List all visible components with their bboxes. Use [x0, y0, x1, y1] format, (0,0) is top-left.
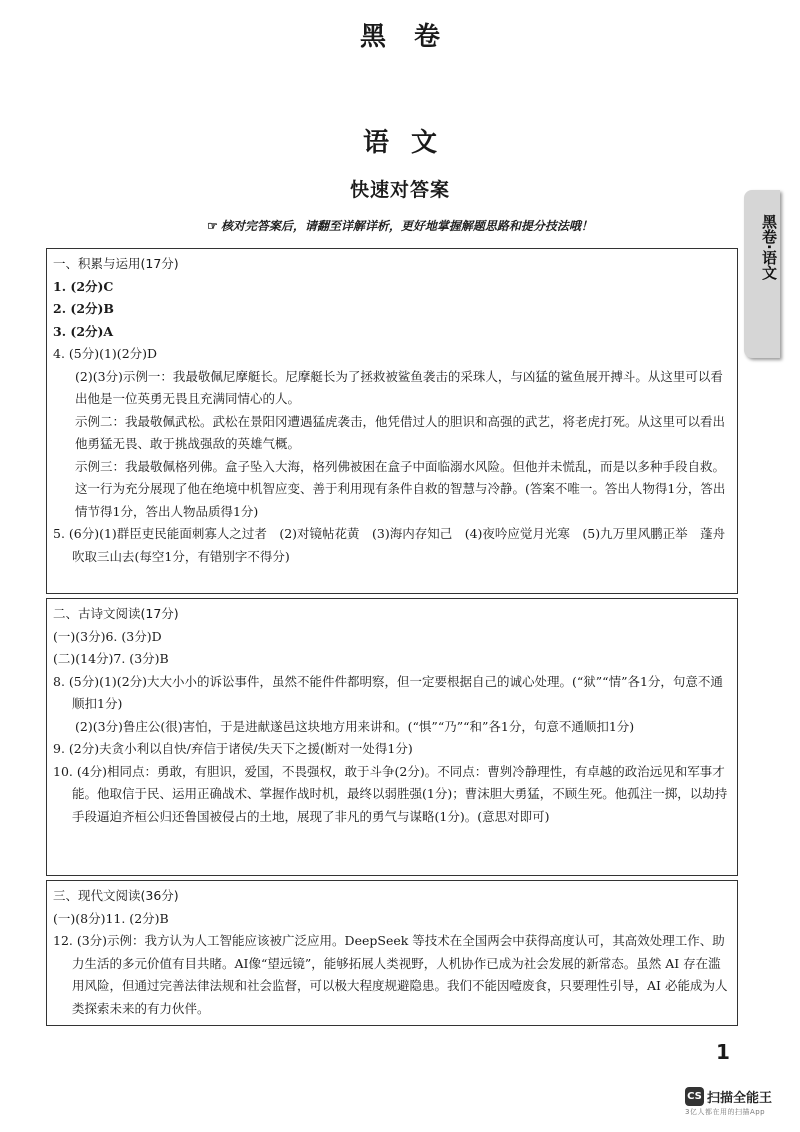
watermark-tagline: 3亿人都在用的扫描App [685, 1108, 766, 1116]
answer-line: 12. (3分)示例：我方认为人工智能应该被广泛应用。DeepSeek 等技术在全国两会中获得高度认可，其高效处理工作、助力生活的多元价值有目共睹。AI像“望远镜”，能够拓展人类视野，人机协作已成为社会发展的新常态。虽然 AI 存在滥用风险，但通过完善法律法规和社会监督，可以极大程度规避隐患。我们不能因噎废食，只要理性引导，AI 必能成为人类探索未来的有力伙伴。 [53, 933, 728, 1016]
answer-line: 4. (5分)(1)(2分)D [53, 346, 158, 361]
tip-line [0, 217, 800, 234]
answer-line: 2. (2分)B [53, 301, 114, 316]
answer-line: 9. (2分)夫贪小利以自快/弃信于诸侯/失天下之援(断对一处得1分) [53, 741, 413, 756]
answer-section-classical-reading [46, 598, 738, 876]
side-tab-label: 黑卷·语文 [760, 214, 778, 280]
answer-line: (一)(8分)11. (2分)B [53, 910, 169, 926]
scanner-watermark [685, 1086, 795, 1117]
side-tab [744, 190, 780, 358]
section-title: 三、现代文阅读(36分) [53, 888, 179, 903]
tip-text: 核对完答案后，请翻至详解详析，更好地掌握解题思路和提分技法哦！ [220, 219, 593, 233]
answer-line: 1. (2分)C [53, 278, 114, 294]
series-title: 黑卷 [359, 22, 468, 52]
answer-line: 示例二：我最敬佩武松。武松在景阳冈遭遇猛虎袭击，他凭借过人的胆识和高强的武艺，将老虎打死。从这里可以看出他勇猛无畏、敢于挑战强敌的英雄气概。 [75, 413, 726, 451]
answer-line: (一)(3分)6. (3分)D [53, 628, 162, 644]
pointing-hand-icon: ☞ [207, 219, 218, 233]
section-title: 一、积累与运用(17分) [53, 256, 179, 271]
answer-line: 10. (4分)相同点：勇敢，有胆识，爱国，不畏强权，敢于斗争(2分)。不同点：曹刿冷静理性，有卓越的政治远见和军事才能。他取信于民、运用正确战术、掌握作战时机，最终以弱胜强(1分)；曹沫胆大勇猛，不顾生死。他孤注一掷，以劫持手段逼迫齐桓公归还鲁国被侵占的土地，展现了非凡的勇气与谋略(1分)。(意思对即可) [53, 763, 728, 824]
page-number: 1 [716, 1040, 730, 1064]
document-title: 快速对答案 [349, 179, 450, 201]
answer-section-modern-reading [46, 880, 738, 1026]
answer-line: 8. (5分)(1)(2分)大大小小的诉讼事件，虽然不能件件都明察，但一定要根据自己的诚心处理。(“狱”“情”各1分，句意不通顺扣1分) [53, 673, 723, 711]
answer-line: (2)(3分)鲁庄公(很)害怕，于是进献遂邑这块地方用来讲和。(“惧”“乃”“和”各1分，句意不通顺扣1分) [75, 718, 635, 734]
answer-line: (二)(14分)7. (3分)B [53, 651, 169, 666]
section-title: 二、古诗文阅读(17分) [53, 606, 179, 621]
answer-line: (2)(3分)示例一：我最敬佩尼摩艇长。尼摩艇长为了拯救被鲨鱼袭击的采珠人，与凶猛的鲨鱼展开搏斗。从这里可以看出他是一位英勇无畏且充满同情心的人。 [75, 368, 723, 406]
answer-line: 示例三：我最敬佩格列佛。盒子坠入大海，格列佛被困在盒子中面临溺水风险。但他并未慌乱，而是以多种手段自救。这一行为充分展现了他在绝境中机智应变、善于利用现有条件自救的智慧与冷静。(答案不唯一。答出人物得1分，答出情节得1分，答出人物品质得1分) [75, 458, 726, 519]
camscanner-logo: CS [685, 1087, 704, 1106]
answer-line: 5. (6分)(1)群臣吏民能面刺寡人之过者 (2)对镜帖花黄 (3)海内存知己 (4)夜吟应觉月光寒 (5)九万里风鹏正举 蓬舟吹取三山去(每空1分，有错别字不得分) [53, 526, 726, 564]
subject-title: 语文 [362, 128, 459, 158]
watermark-name: 扫描全能王 [707, 1091, 773, 1106]
answer-line: 3. (2分)A [53, 323, 114, 339]
answer-section-accumulation [46, 248, 738, 594]
